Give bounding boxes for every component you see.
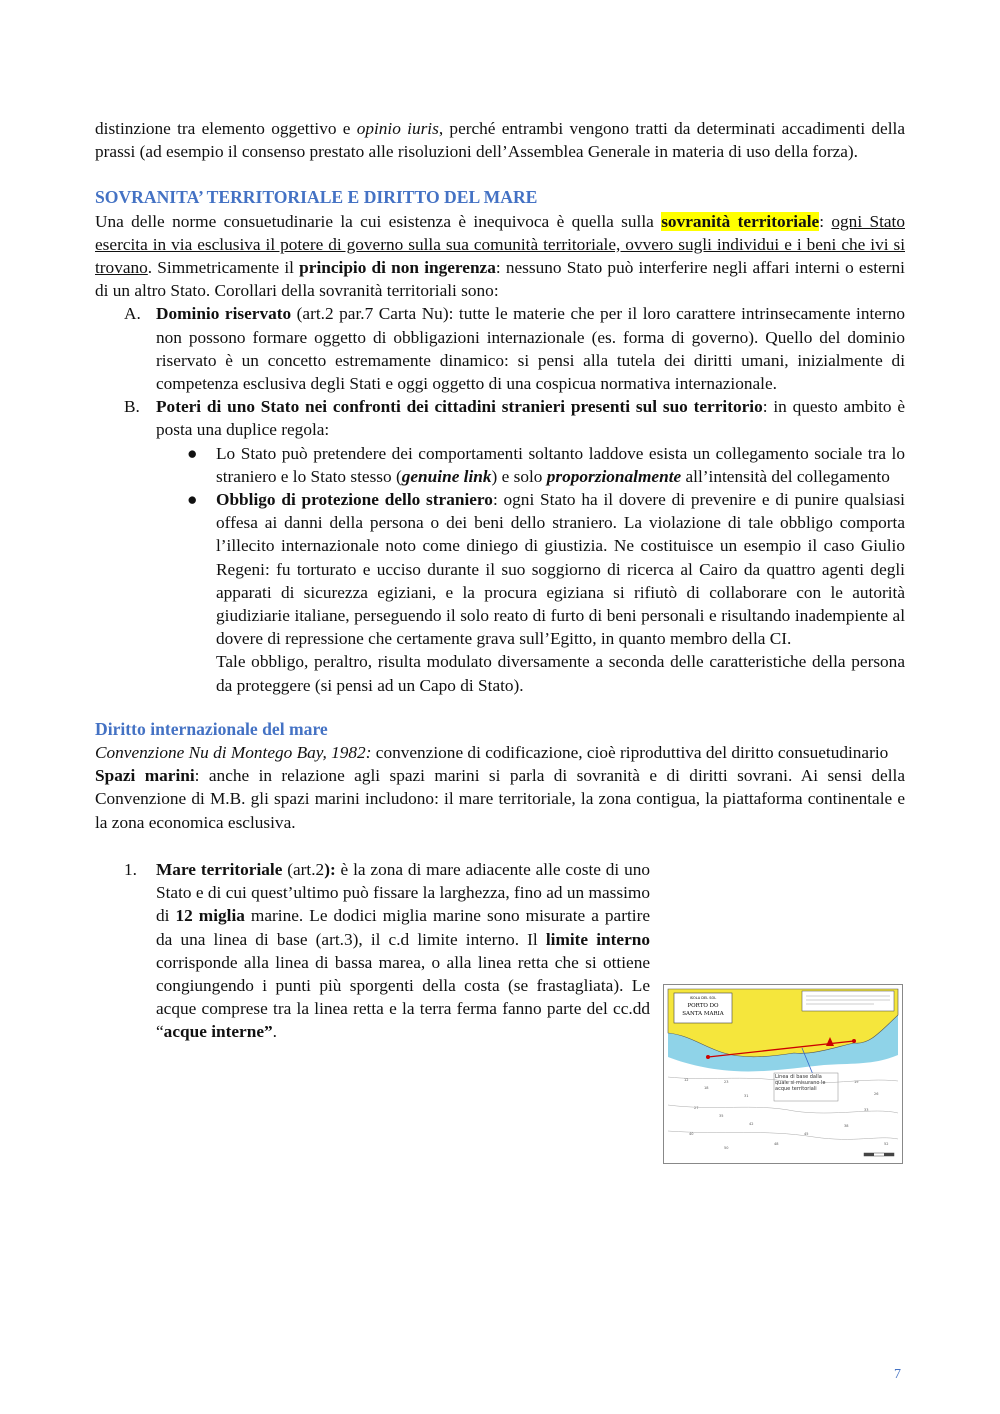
svg-text:50: 50	[724, 1146, 729, 1150]
spazi-marini-paragraph: Spazi marini: anche in relazione agli spazi marini si parla di sovranità e di diritti sovrani. Ai sensi della Convenzione di M.B. gli spazi marini includono: il mare territoriale, la zona contigua, la piattaforma continentale e la zona economica esclusiva.	[95, 766, 905, 832]
bullet-item-protezione: ● Obbligo di protezione dello straniero: ogni Stato ha il dovere di prevenire e di punire qualsiasi offesa ai danni della persona o dei beni dello straniero. La violazione di tale obbligo comporta l’illecito internazionale noto come diniego di giustizia. Ne costituisce un esempio il caso Giulio Regeni: fu torturato e ucciso durante il suo soggiorno di ricerca al Cairo da quattro agenti degli apparati di sicurezza egiziani, e la procura egiziana si rifiutò di collaborare con le autorità giudiziarie italiane, perseguendo il solo reato di furto di beni personali e risultando inadempiente al dovere di repressione che certamente grava sull’Egitto, in quanto membro della CI. Tale obbligo, peraltro, risulta modulato diversamente a seconda delle caratteristiche della persona da proteggere (si pensi ad un Capo di Stato).	[187, 490, 905, 695]
page-number: 7	[894, 1367, 901, 1382]
bullet-dot-icon: ●	[187, 490, 198, 510]
svg-text:26: 26	[874, 1092, 879, 1096]
list-marker: A.	[124, 304, 141, 324]
svg-text:12: 12	[684, 1078, 689, 1082]
sovranita-paragraph: Una delle norme consuetudinarie la cui esistenza è inequivoca è quella sulla sovranità territoriale: ogni Stato esercita in via esclusiva il potere di governo sulla sua comunità territoriale, ovvero sugli individui e i beni che ivi si trovano. Simmetricamente il principio di non ingerenza: nessuno Stato può interferire negli affari interni o esterni di un altro Stato. Corollari della sovranità territoriali sono:	[95, 211, 905, 301]
bullet-item-genuine-link: ● Lo Stato può pretendere dei comportamenti soltanto laddove esista un collegamento sociale tra lo straniero e lo Stato stesso (genuine link) e solo proporzionalmente all’intensità del collegamento	[187, 443, 905, 486]
svg-text:PORTO DO: PORTO DO	[687, 1003, 719, 1009]
svg-text:40: 40	[689, 1132, 694, 1136]
svg-text:SANTA MARIA: SANTA MARIA	[682, 1011, 724, 1017]
svg-text:31: 31	[744, 1094, 749, 1098]
document-page	[95, 117, 906, 1150]
bullet-list	[95, 442, 905, 697]
svg-text:48: 48	[774, 1142, 779, 1146]
svg-text:45: 45	[804, 1132, 809, 1136]
numbered-item-mare-territoriale: 1. Mare territoriale (art.2): è la zona di mare adiacente alle coste di uno Stato e di cui quest’ultimo può fissare la larghezza, fino ad un massimo di 12 miglia marine. Le dodici miglia marine sono misurate a partire da una linea di base (art.3), il c.d limite interno. Il limite interno corrisponde alla linea di bassa marea, o alla linea retta che si ottiene congiungendo i punti più sporgenti della costa (se frastagliata). Le acque comprese tra la linea retta e la terra ferma fanno parte del cc.dd “acque interne”.	[124, 859, 651, 1042]
map-graphic	[664, 985, 902, 1163]
svg-text:23: 23	[724, 1080, 729, 1084]
svg-text:35: 35	[719, 1114, 724, 1118]
svg-text:52: 52	[884, 1142, 889, 1146]
list-item-a: A. Dominio riservato (art.2 par.7 Carta Nu): tutte le materie che per il loro carattere intrinsecamente interno non possono formare oggetto di obbligazioni internazionale (es. forma di governo). Quello del dominio riservato è un concetto estremamente dinamico: si pensi alla tutela dei diritti umani, inizialmente di competenza esclusiva degli Stati e oggi oggetto di una cospicua normativa internazionale.	[124, 304, 905, 394]
svg-text:27: 27	[694, 1106, 699, 1110]
nautical-map-figure	[663, 984, 903, 1164]
intro-paragraph: distinzione tra elemento oggettivo e opinio iuris, perché entrambi vengono tratti da determinati accadimenti della prassi (ad esempio il consenso prestato alle risoluzioni dell’Assemblea Generale in materia di uso della forza).	[95, 119, 906, 162]
convenzione-paragraph: Convenzione Nu di Montego Bay, 1982: convenzione di codificazione, cioè riproduttiva del diritto consuetudinario	[95, 743, 889, 763]
list-marker: 1.	[124, 859, 137, 879]
bullet-dot-icon: ●	[187, 443, 198, 463]
highlighted-term: sovranità territoriale	[661, 211, 820, 231]
section-heading-mare: Diritto internazionale del mare	[95, 718, 328, 739]
svg-text:ISOLA DEL SOL: ISOLA DEL SOL	[689, 996, 717, 1000]
corollari-list	[95, 302, 905, 696]
list-item-b: B. Poteri di uno Stato nei confronti dei cittadini stranieri presenti sul suo territorio: in questo ambito è posta una duplice regola:	[124, 397, 905, 440]
svg-text:42: 42	[749, 1122, 754, 1126]
underlined-definition: ogni Stato esercita in via esclusiva il potere di governo sulla sua comunità territoriale, ovvero sugli individui e i beni che ivi si trovano	[95, 211, 905, 278]
svg-text:38: 38	[844, 1124, 849, 1128]
section-heading-sovranita: SOVRANITA’ TERRITORIALE E DIRITTO DEL MARE	[95, 187, 538, 208]
svg-text:18: 18	[704, 1086, 709, 1090]
list-marker: B.	[124, 397, 140, 417]
map-annotation: Linea di base dalla quale si misurano le acque territoriali	[775, 1074, 826, 1092]
svg-text:19: 19	[854, 1080, 859, 1084]
svg-text:33: 33	[864, 1108, 869, 1112]
